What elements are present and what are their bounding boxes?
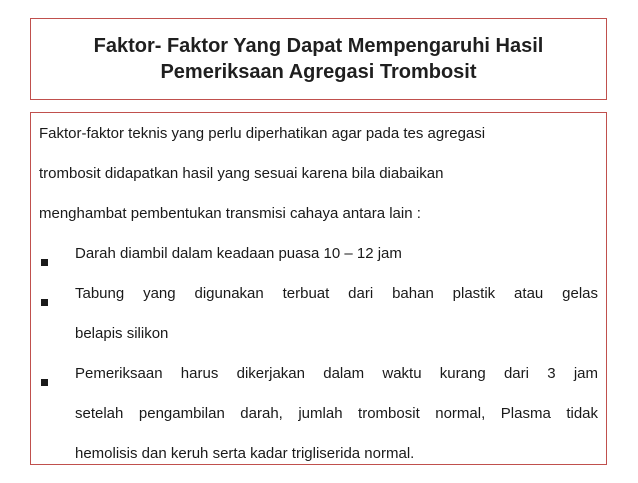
bullet-1-line-1: Darah diambil dalam keadaan puasa 10 – 12 jam [75,245,402,262]
square-bullet-icon [39,363,75,385]
bullet-item-timing [39,363,598,483]
title-box [30,18,607,100]
square-bullet-icon [39,243,75,265]
intro-line-1: Faktor-faktor teknis yang perlu diperhatikan agar pada tes agregasi [39,125,486,142]
square-bullet-icon [39,283,75,305]
bullet-3-line-1: Pemeriksaan harus dikerjakan dalam waktu kurang dari 3 jam [75,365,598,382]
bullet-item-fasting [39,243,598,283]
bullet-2-line-2: belapis silikon [75,325,169,342]
bullet-3-line-2: setelah pengambilan darah, jumlah trombosit normal, Plasma tidak [75,405,598,422]
bullet-item-tube [39,283,598,363]
bullet-3-line-3: hemolisis dan keruh serta kadar trigliserida normal. [75,445,415,462]
bullet-2-line-1: Tabung yang digunakan terbuat dari bahan plastik atau gelas [75,285,598,302]
intro-line-3: menghambat pembentukan transmisi cahaya antara lain : [39,205,421,222]
content-box [30,112,607,465]
bullet-list [39,243,598,483]
slide-title-line-2: Pemeriksaan Agregasi Trombosit [160,61,477,83]
slide-title-line-1: Faktor- Faktor Yang Dapat Mempengaruhi Hasil [93,35,544,57]
intro-line-2: trombosit didapatkan hasil yang sesuai karena bila diabaikan [39,165,444,182]
